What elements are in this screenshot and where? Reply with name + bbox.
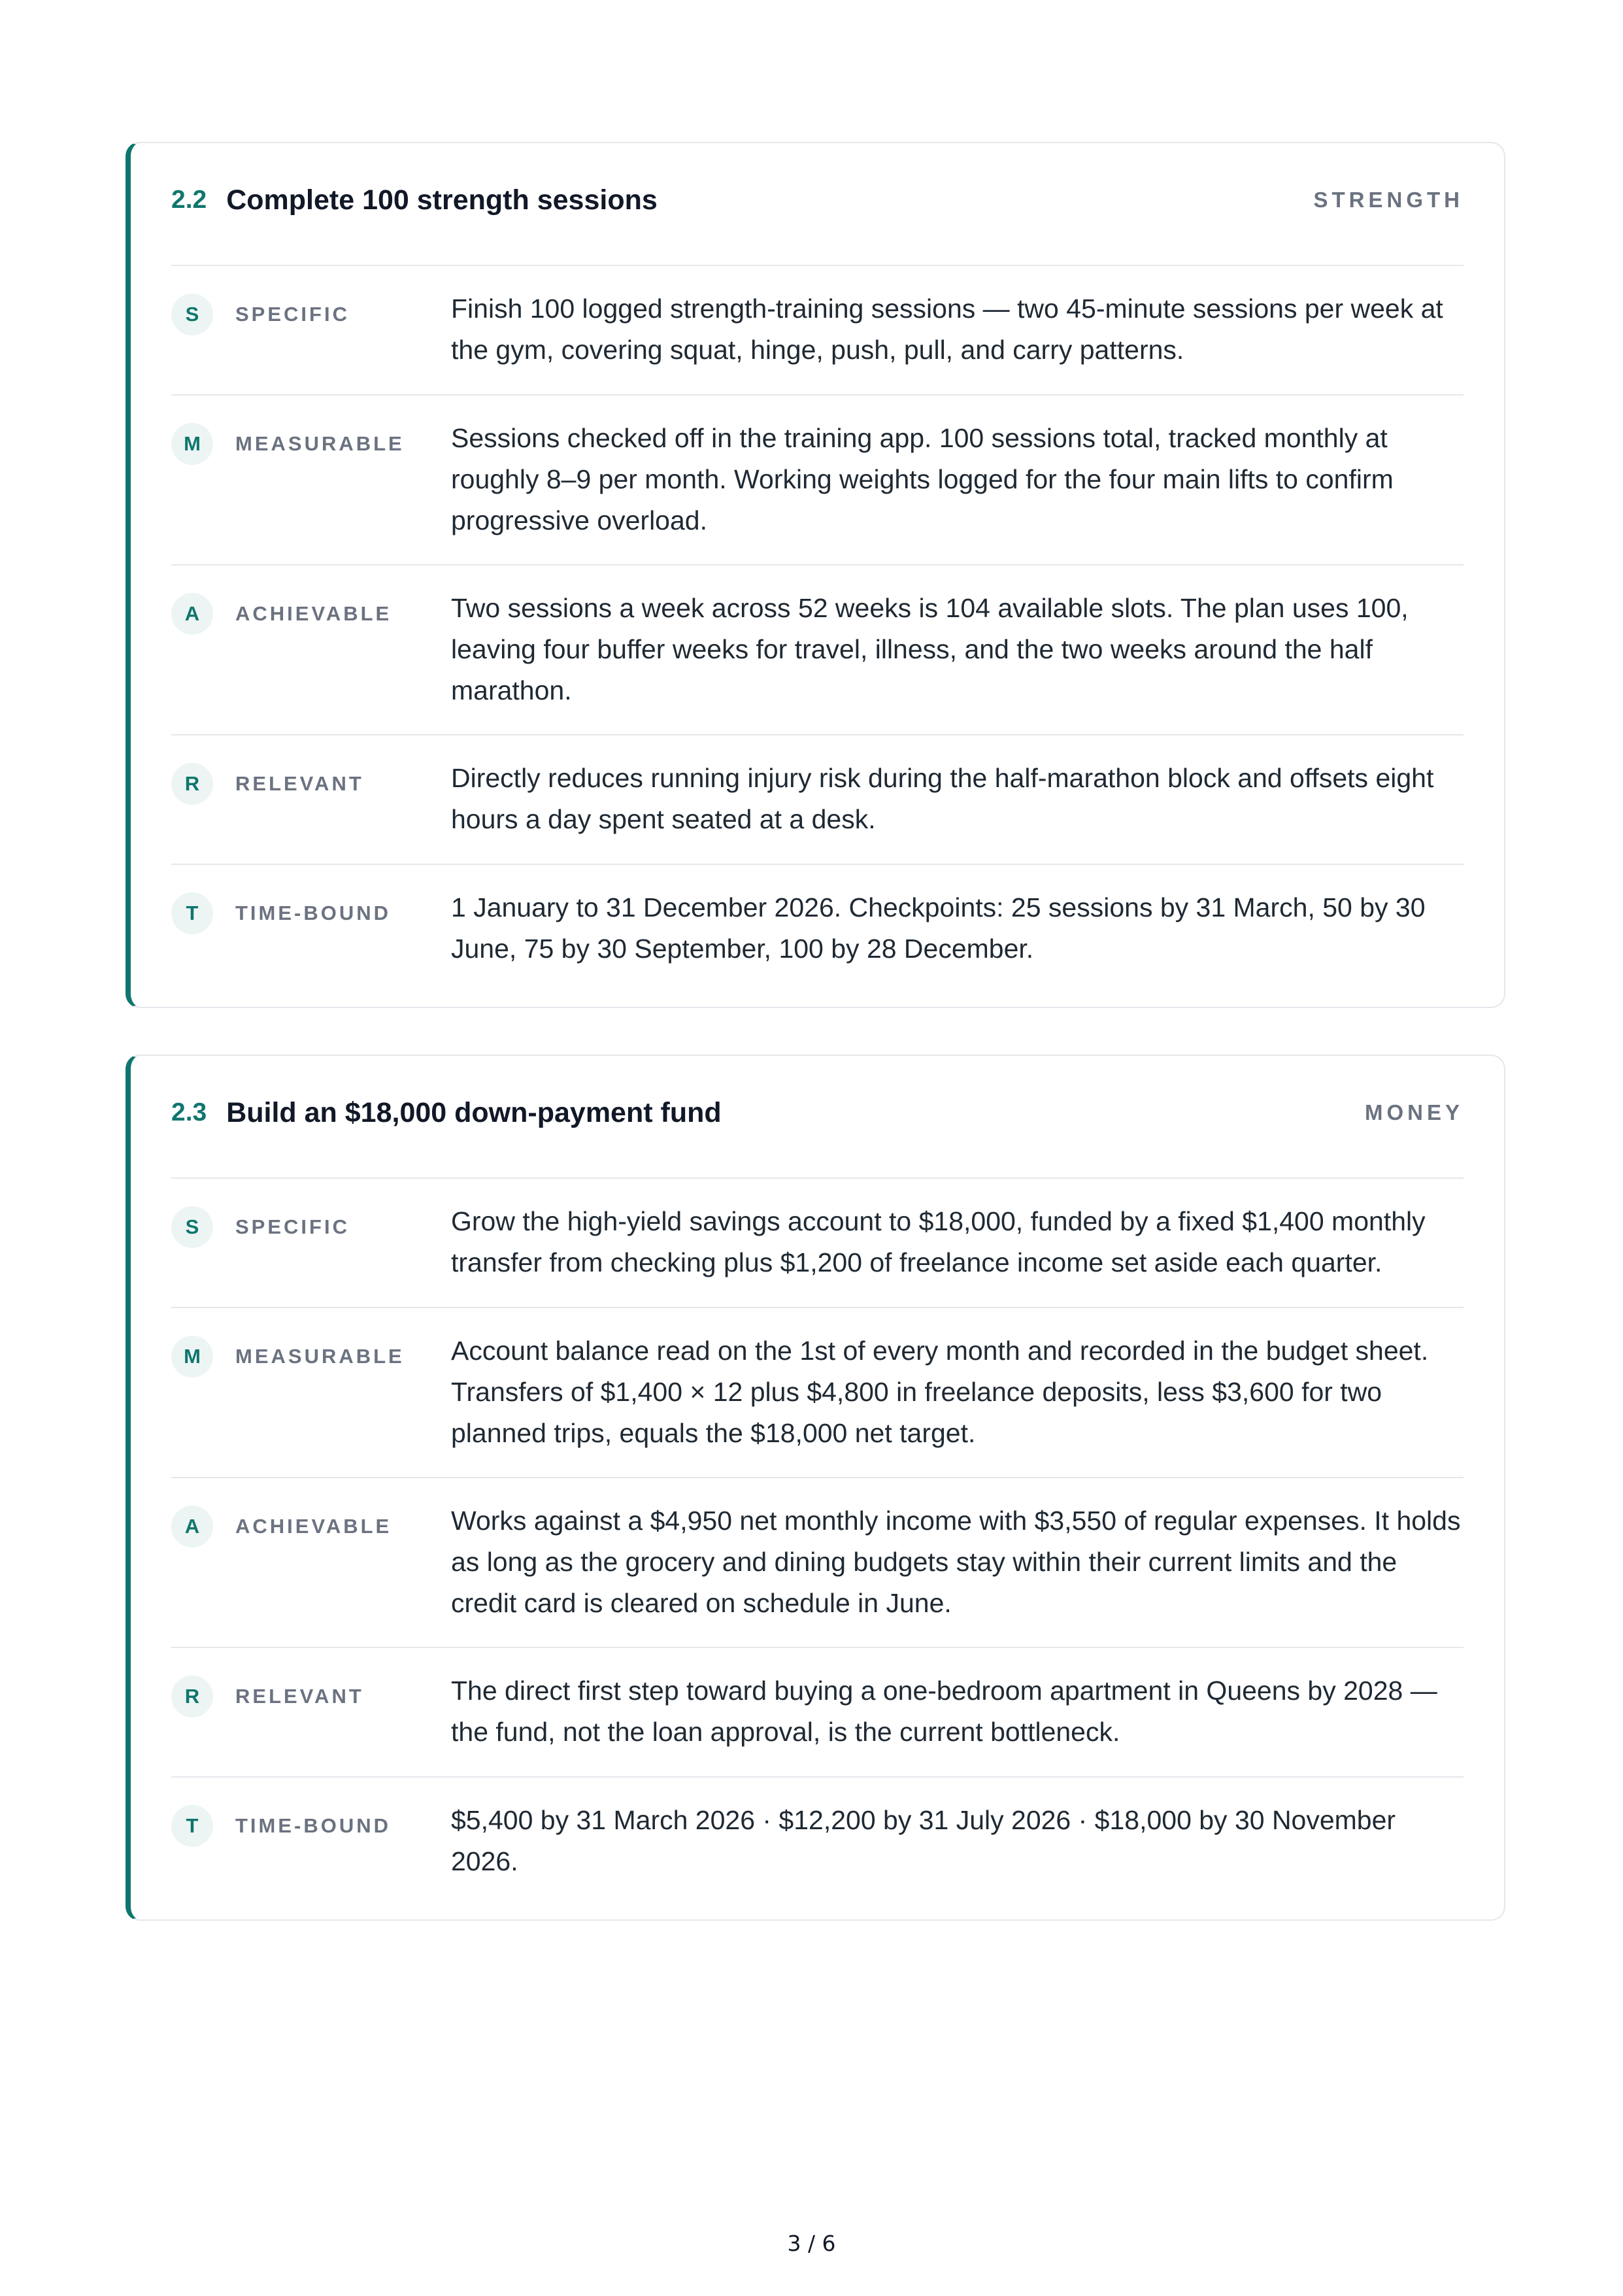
smart-row-text: Two sessions a week across 52 weeks is 104 available slots. The plan uses 100, leaving four buffer weeks for travel, illness, and the two weeks around the half marathon. xyxy=(451,593,1409,705)
goal-card-money xyxy=(125,1055,1505,1921)
goal-category-tag: STRENGTH xyxy=(1313,188,1464,212)
smart-row-label: TIME-BOUND xyxy=(235,902,392,924)
smart-row-time-bound xyxy=(171,865,1464,994)
smart-row-label: RELEVANT xyxy=(235,772,364,795)
smart-letter-badge: T xyxy=(171,1805,213,1847)
goal-title: Complete 100 strength sessions xyxy=(226,184,658,216)
goal-number: 2.2 xyxy=(171,186,207,214)
smart-row-text: The direct first step toward buying a one-bedroom apartment in Queens by 2028 — the fund, not the loan approval, is the current bottleneck. xyxy=(451,1676,1437,1747)
smart-row-label: RELEVANT xyxy=(235,1685,364,1708)
goal-title: Build an $18,000 down-payment fund xyxy=(226,1096,722,1128)
goal-number: 2.3 xyxy=(171,1098,207,1126)
smart-row-relevant xyxy=(171,735,1464,865)
smart-row-specific xyxy=(171,266,1464,396)
smart-row-relevant xyxy=(171,1648,1464,1778)
goal-card-header xyxy=(171,1056,1464,1179)
smart-row-time-bound xyxy=(171,1778,1464,1907)
page-number: 3 / 6 xyxy=(787,2231,836,2256)
goal-card-strength xyxy=(125,142,1505,1008)
smart-row-label: ACHIEVABLE xyxy=(235,602,392,625)
smart-row-achievable xyxy=(171,1478,1464,1648)
smart-row-label: SPECIFIC xyxy=(235,303,350,326)
goal-card-header xyxy=(171,143,1464,266)
smart-row-text: 1 January to 31 December 2026. Checkpoints: 25 sessions by 31 March, 50 by 30 June, 75 by 30 September, 100 by 28 December. xyxy=(451,892,1426,964)
smart-letter-badge: A xyxy=(171,1506,213,1547)
smart-row-label: ACHIEVABLE xyxy=(235,1515,392,1538)
smart-row-text: Works against a $4,950 net monthly income with $3,550 of regular expenses. It holds as long as the grocery and dining budgets stay within their current limits and the credit card is cleared on schedule in June. xyxy=(451,1506,1461,1618)
smart-row-text: Account balance read on the 1st of every month and recorded in the budget sheet. Transfers of $1,400 × 12 plus $4,800 in freelance deposits, less $3,600 for two planned trips, equals the $18,000 net target. xyxy=(451,1336,1429,1448)
smart-row-achievable xyxy=(171,566,1464,735)
smart-row-text: Finish 100 logged strength-training sessions — two 45-minute sessions per week at the gym, covering squat, hinge, push, pull, and carry patterns. xyxy=(451,294,1443,365)
smart-row-measurable xyxy=(171,396,1464,566)
smart-letter-badge: A xyxy=(171,593,213,635)
smart-row-label: MEASURABLE xyxy=(235,1345,405,1368)
smart-letter-badge: T xyxy=(171,892,213,934)
smart-letter-badge: M xyxy=(171,1336,213,1377)
smart-row-text: Sessions checked off in the training app. 100 sessions total, tracked monthly at roughly 8–9 per month. Working weights logged for the four main lifts to confirm progressive overload. xyxy=(451,423,1394,535)
smart-letter-badge: R xyxy=(171,1676,213,1717)
smart-row-label: SPECIFIC xyxy=(235,1215,350,1238)
smart-letter-badge: S xyxy=(171,1206,213,1248)
smart-row-label: MEASURABLE xyxy=(235,432,405,455)
smart-row-label: TIME-BOUND xyxy=(235,1814,392,1837)
smart-row-text: $5,400 by 31 March 2026 · $12,200 by 31 July 2026 · $18,000 by 30 November 2026. xyxy=(451,1805,1396,1876)
goal-category-tag: MONEY xyxy=(1364,1100,1464,1124)
smart-letter-badge: M xyxy=(171,423,213,465)
smart-row-specific xyxy=(171,1179,1464,1308)
smart-row-text: Directly reduces running injury risk during the half-marathon block and offsets eight hours a day spent seated at a desk. xyxy=(451,763,1434,834)
smart-row-text: Grow the high-yield savings account to $18,000, funded by a fixed $1,400 monthly transfer from checking plus $1,200 of freelance income set aside each quarter. xyxy=(451,1206,1426,1277)
smart-row-measurable xyxy=(171,1308,1464,1478)
smart-letter-badge: S xyxy=(171,294,213,335)
smart-letter-badge: R xyxy=(171,763,213,805)
